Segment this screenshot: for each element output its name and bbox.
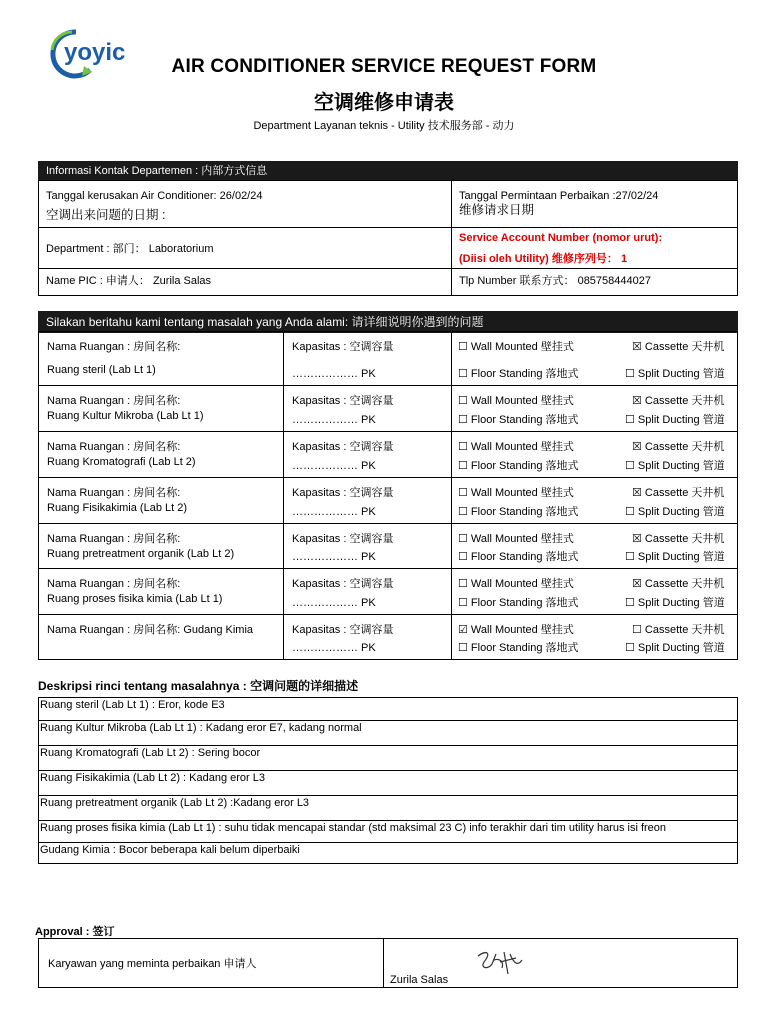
description-row: Ruang pretreatment organik (Lab Lt 2) :Kadang eror L3 [38,795,738,821]
department-field: Department : 部门： Laboratorium [46,243,214,255]
split-ducting-option[interactable]: ☐ Split Ducting 管道 [625,368,725,380]
split-ducting-option[interactable]: ☐ Split Ducting 管道 [625,414,725,426]
description-row: Ruang proses fisika kimia (Lab Lt 1) : suhu tidak mencapai standar (std maksimal 23 C) info terakhir dari tim utility harus isi freon [38,820,738,843]
wall-mounted-option[interactable]: ☑ Wall Mounted 壁挂式 [458,624,574,636]
damage-date-zh: 空调出来问题的日期 : [46,208,166,222]
split-ducting-option[interactable]: ☐ Split Ducting 管道 [625,506,725,518]
description-row: Ruang Kultur Mikroba (Lab Lt 1) : Kadang eror E7, kadang normal [38,720,738,746]
capacity-label: Kapasitas : 空调容量 [292,578,394,590]
cassette-option[interactable]: ☒ Cassette 天井机 [632,578,725,590]
room-name-value: Ruang Kromatografi (Lab Lt 2) [47,456,196,468]
cassette-option[interactable]: ☒ Cassette 天井机 [632,341,725,353]
room-name-value: Ruang Kultur Mikroba (Lab Lt 1) [47,410,204,422]
capacity-value: ……………… PK [292,506,376,518]
request-date-zh: 维修请求日期 [459,203,535,217]
approval-heading: Approval : 签订 [35,926,115,938]
description-row: Gudang Kimia : Bocor beberapa kali belum diperbaiki [38,842,738,864]
room-row [38,568,738,615]
capacity-label: Kapasitas : 空调容量 [292,395,394,407]
capacity-value: ……………… PK [292,642,376,654]
split-ducting-option[interactable]: ☐ Split Ducting 管道 [625,551,725,563]
floor-standing-option[interactable]: ☐ Floor Standing 落地式 [458,551,579,563]
capacity-label: Kapasitas : 空调容量 [292,487,394,499]
pic-name: Name PIC : 申请人： Zurila Salas [46,275,212,287]
room-row [38,385,738,432]
cassette-option[interactable]: ☒ Cassette 天井机 [632,441,725,453]
capacity-value: ……………… PK [292,460,376,472]
floor-standing-option[interactable]: ☐ Floor Standing 落地式 [458,414,579,426]
service-account-note: (Diisi oleh Utility) 维修序列号： 1 [459,253,628,265]
cassette-option[interactable]: ☒ Cassette 天井机 [632,487,725,499]
form-title-zh: 空调维修申请表 [314,90,454,114]
problem-section-bar: Silakan beritahu kami tentang masalah yang Anda alami: 请详细说明你遇到的问题 [38,311,738,333]
description-row: Ruang Fisikakimia (Lab Lt 2) : Kadang eror L3 [38,770,738,796]
room-row [38,523,738,569]
capacity-label: Kapasitas : 空调容量 [292,624,394,636]
split-ducting-option[interactable]: ☐ Split Ducting 管道 [625,642,725,654]
damage-date: Tanggal kerusakan Air Conditioner: 26/02/24 [46,190,263,202]
capacity-label: Kapasitas : 空调容量 [292,533,394,545]
wall-mounted-option[interactable]: ☐ Wall Mounted 壁挂式 [458,441,574,453]
floor-standing-option[interactable]: ☐ Floor Standing 落地式 [458,506,579,518]
room-name-value: Ruang steril (Lab Lt 1) [47,364,156,376]
room-row [38,614,738,660]
wall-mounted-option[interactable]: ☐ Wall Mounted 壁挂式 [458,578,574,590]
room-name-label: Nama Ruangan : 房间名称: [47,441,181,453]
capacity-value: ……………… PK [292,414,376,426]
logo-text: yoyic [64,39,126,66]
requester-label: Karyawan yang meminta perbaikan 申请人 [48,958,257,970]
capacity-label: Kapasitas : 空调容量 [292,341,394,353]
split-ducting-option[interactable]: ☐ Split Ducting 管道 [625,460,725,472]
request-date: Tanggal Permintaan Perbaikan :27/02/24 [459,190,659,202]
room-name-label: Nama Ruangan : 房间名称: Gudang Kimia [47,624,254,636]
capacity-label: Kapasitas : 空调容量 [292,441,394,453]
contact-section-bar: Informasi Kontak Departemen : 内部方式信息 [38,161,738,181]
form-title-en: AIR CONDITIONER SERVICE REQUEST FORM [171,56,597,77]
room-row [38,331,738,386]
cassette-option[interactable]: ☒ Cassette 天井机 [632,533,725,545]
room-row [38,477,738,524]
room-name-label: Nama Ruangan : 房间名称: [47,395,181,407]
cassette-option[interactable]: ☐ Cassette 天井机 [632,624,725,636]
department-subtitle: Department Layanan teknis - Utility 技术服务部 - 动力 [253,120,515,132]
capacity-value: ……………… PK [292,368,376,380]
wall-mounted-option[interactable]: ☐ Wall Mounted 壁挂式 [458,487,574,499]
room-name-label: Nama Ruangan : 房间名称: [47,487,181,499]
phone-number: Tlp Number 联系方式： 085758444027 [459,275,651,287]
room-name-value: Ruang pretreatment organik (Lab Lt 2) [47,548,235,560]
room-name-label: Nama Ruangan : 房间名称: [47,341,181,353]
signature-image [470,944,530,980]
floor-standing-option[interactable]: ☐ Floor Standing 落地式 [458,642,579,654]
split-ducting-option[interactable]: ☐ Split Ducting 管道 [625,597,725,609]
description-row: Ruang Kromatografi (Lab Lt 2) : Sering bocor [38,745,738,771]
cassette-option[interactable]: ☒ Cassette 天井机 [632,395,725,407]
capacity-value: ……………… PK [292,551,376,563]
wall-mounted-option[interactable]: ☐ Wall Mounted 壁挂式 [458,395,574,407]
room-row [38,431,738,478]
signer-name: Zurila Salas [390,974,449,986]
floor-standing-option[interactable]: ☐ Floor Standing 落地式 [458,597,579,609]
room-name-label: Nama Ruangan : 房间名称: [47,578,181,590]
description-row: Ruang steril (Lab Lt 1) : Eror, kode E3 [38,697,738,721]
floor-standing-option[interactable]: ☐ Floor Standing 落地式 [458,460,579,472]
description-heading: Deskripsi rinci tentang masalahnya : 空调问题的详细描述 [38,679,359,693]
room-name-value: Ruang Fisikakimia (Lab Lt 2) [47,502,188,514]
wall-mounted-option[interactable]: ☐ Wall Mounted 壁挂式 [458,341,574,353]
service-account-number: Service Account Number (nomor urut): [459,232,663,244]
wall-mounted-option[interactable]: ☐ Wall Mounted 壁挂式 [458,533,574,545]
capacity-value: ……………… PK [292,597,376,609]
room-name-label: Nama Ruangan : 房间名称: [47,533,181,545]
floor-standing-option[interactable]: ☐ Floor Standing 落地式 [458,368,579,380]
room-name-value: Ruang proses fisika kimia (Lab Lt 1) [47,593,223,605]
